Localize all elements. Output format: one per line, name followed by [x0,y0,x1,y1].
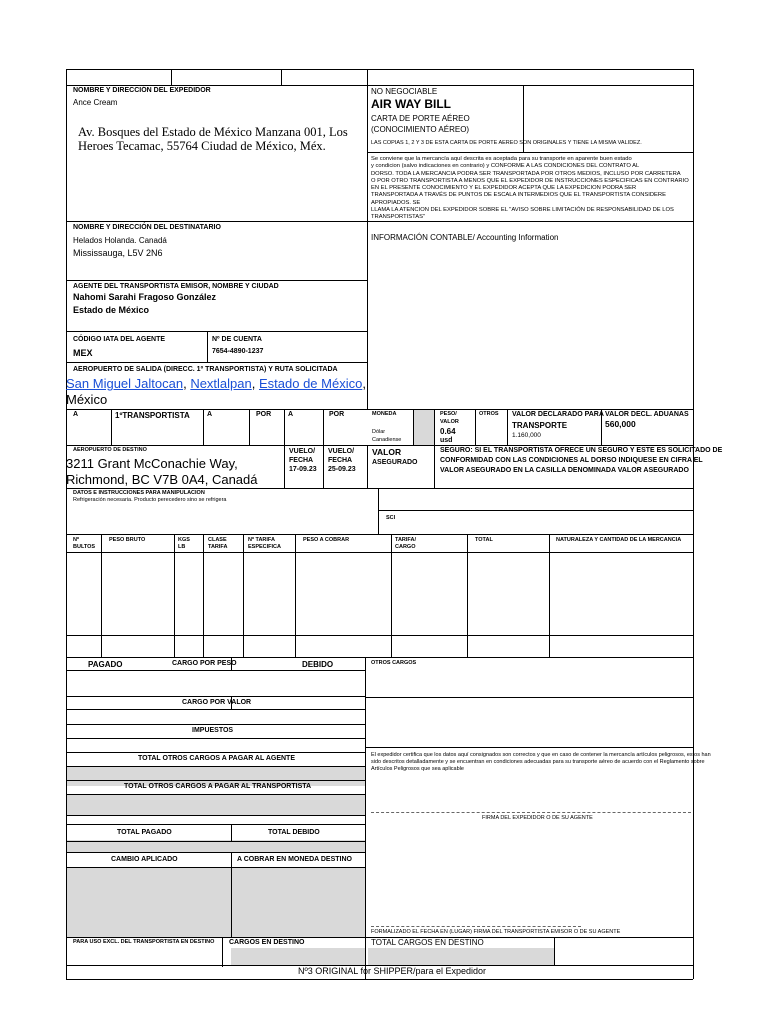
peso-value: 0.64 [440,427,456,436]
destination-line-2: Richmond, BC V7B 0A4, Canadá [66,472,258,487]
moneda-value-2: Canadiense [372,437,402,443]
agent-city: Estado de México [73,305,150,315]
shipper-name: Ance Cream [73,98,118,107]
cargo-por-peso-label: CARGO POR PESO [172,660,237,667]
conditions-text [371,156,689,222]
certification-text-2: sido descritos detalladamente y se encuentran en condiciones adecuadas para su transporte aéreo de acuerdo con el Reglamento sobre [371,759,705,765]
total-cargos-destino-shade [368,948,554,965]
certification-text-3: Artículos Peligrosos que sea aplicable [371,766,464,772]
vuelo1-value: 17-09.23 [289,466,317,473]
cargo-por-valor-label: CARGO POR VALOR [182,699,252,706]
routing-por2: POR [329,411,345,418]
otros-label: OTROS [479,411,499,417]
consignee-address: Mississauga, L5V 2N6 [73,248,163,258]
total-otros-transportista-label: TOTAL OTROS CARGOS A PAGAR AL TRANSPORTISTA [124,783,312,790]
cargos-destino-shade [231,948,365,965]
total-otros-transportista-shade [66,794,365,815]
iata-value: MEX [73,348,93,358]
peso-label-2: VALOR [440,419,459,425]
awb-title: AIR WAY BILL [371,97,452,111]
destination-line-1: 3211 Grant McConachie Way, [66,456,238,471]
departure-sep-2: , [251,376,259,391]
no-negociable: NO NEGOCIABLE [371,87,438,96]
vuelo2-label-1: VUELO/ [328,448,355,455]
vuelo1-label-1: VUELO/ [289,448,316,455]
col-kgs-2: LB [178,544,186,550]
accounting-label: INFORMACIÓN CONTABLE/ Accounting Information [371,233,559,242]
col-kgs-1: KGS [178,537,190,543]
sci-label: SCI [386,515,396,521]
handling-label: DATOS E INSTRUCCIONES PARA MANIPULACION [73,490,205,496]
condition-line: O POR OTRO TRANSPORTISTA A MENOS QUE EL EXPEDIDOR DE INSTRUCCIONES ESPECIFICAS EN CONTRARIO [371,177,689,184]
seguro-text-1: SEGURO: SI EL TRANSPORTISTA OFRECE UN SEGURO Y ESTE ES SOLICITADO DE [440,447,723,454]
total-pagado-label: TOTAL PAGADO [117,829,172,836]
valor-transporte-value: 1.160,000 [512,432,541,439]
col-bultos-1: Nº [73,537,79,543]
col-tarifa-2: ESPECIFICA [248,544,282,550]
routing-a3: A [288,411,294,418]
consignee-label: NOMBRE Y DIRECCIÓN DEL DESTINATARIO [73,224,221,231]
peso-label-1: PESO/ [440,411,457,417]
cambio-aplicado-label: CAMBIO APLICADO [111,856,178,863]
departure-sep-1: , [183,376,191,391]
moneda-value-1: Dólar [372,429,386,435]
routing-a1: A [73,411,79,418]
uso-excl-label: PARA USO EXCL. DEL TRANSPORTISTA EN DESTINO [73,939,215,945]
peso-valor-shade [413,409,434,446]
total-cargos-destino-label: TOTAL CARGOS EN DESTINO [371,938,484,947]
condition-line: APROPIADOS. SE [371,199,421,206]
moneda-label: MONEDA [372,411,397,417]
debido-label: DEBIDO [302,660,334,669]
peso-unit: usd [440,437,453,444]
departure-link-2[interactable]: Nextlalpan [190,376,252,391]
firma-expedidor-label: FIRMA DEL EXPEDIDOR O DE SU AGENTE [482,815,593,821]
shipper-address-line1: Av. Bosques del Estado de México Manzana 001, Los [78,125,348,139]
cargos-destino-label: CARGOS EN DESTINO [229,939,305,946]
formalizado-label: FORMALIZADO EL FECHA EN (LUGAR) FIRMA DEL TRANSPORTISTA EMISOR O DE SU AGENTE [371,929,621,935]
account-label: Nº DE CUENTA [212,336,262,343]
departure-route [66,377,366,392]
routing-a2: A [207,411,213,418]
condition-line: Se conviene que la mercancía aquí descrita es aceptada para su transporte en aparente buen estado [371,156,632,162]
footer-text: Nº3 ORIGINAL for SHIPPER/para el Expedidor [298,966,487,976]
total-debido-label: TOTAL DEBIDO [268,829,320,836]
vuelo2-value: 25-09.23 [328,466,356,473]
vuelo1-label-2: FECHA [289,457,314,464]
awb-subtitle1: CARTA DE PORTE AÉREO [371,114,470,123]
col-clase-2: TARIFA [208,544,228,550]
consignee-name: Helados Holanda. Canadá [73,236,167,245]
condition-line: LLAMA LA ATENCION DEL EXPEDIDOR SOBRE EL "AVISO SOBRE LIMITACIÓN DE RESPONSABILIDAD DE LOS TRANSPORTISTAS" [371,207,674,221]
awb-subtitle2: (CONOCIMIENTO AÉREO) [371,125,470,134]
routing-por1: POR [256,411,272,418]
valor-aduanas-value: 560,000 [605,419,636,429]
impuestos-label: IMPUESTOS [192,727,234,734]
shipper-address-line2: Heroes Tecamac, 55764 Ciudad de México, Méx. [78,139,326,153]
iata-label: CÓDIGO IATA DEL AGENTE [73,336,166,343]
valor-asegurado-label-1: VALOR [372,447,402,457]
vuelo2-label-2: FECHA [328,457,353,464]
col-tarifa-cargo-2: CARGO [395,544,416,550]
copies-note: LAS COPIAS 1, 2 Y 3 DE ESTA CARTA DE PORTE AEREO SON ORIGINALES Y TIENE LA MISMA VALIDEZ. [371,140,642,146]
pagado-label: PAGADO [88,660,123,669]
condition-line: DORSO. TODA LA MERCANCIA PODRA SER TRANSPORTADA POR OTROS MEDIOS, INCLUSO POR CARRETERA [371,170,681,177]
col-peso-cobrar: PESO A COBRAR [303,537,350,543]
valor-asegurado-label-2: ASEGURADO [372,459,418,466]
condition-line: EN EL PRESENTE CONOCIMIENTO Y EL EXPEDIDOR ACEPTA QUE LA EXPEDICION PODRA SER [371,185,637,192]
handling-value: Refrigeración necesaria. Producto perecedero sino se refrigera [73,497,227,503]
cambio-shade [66,867,365,937]
col-tarifa-cargo-1: TARIFA/ [395,537,416,543]
departure-sep-3: , [362,376,366,391]
agent-name: Nahomi Sarahi Fragoso González [73,292,217,302]
seguro-text-2: CONFORMIDAD CON LAS CONDICIONES AL DORSO INDIQUESE EN CIFRA EL [440,457,703,464]
destination-label: AEROPUERTO DE DESTINO [73,447,147,453]
departure-link-3[interactable]: Estado de México [258,376,363,391]
shipper-label: NOMBRE Y DIRECCIÓN DEL EXPEDIDOR [73,87,211,94]
first-carrier-label: 1ºTRANSPORTISTA [115,411,190,420]
valor-transporte-label-2: TRANSPORTE [512,421,568,430]
departure-label: AEROPUERTO DE SALIDA (DIRECC. 1º TRANSPORTISTA) Y RUTA SOLICITADA [73,366,338,373]
col-naturaleza: NATURALEZA Y CANTIDAD DE LA MERCANCIA [556,537,682,543]
condition-line: TRANSPORTADA A TRAVÉS DE PUNTOS DE ESCALA INTERMEDIOS QUE EL TRANSPORTISTA CONSIDERE [371,192,666,199]
valor-transporte-label-1: VALOR DECLARADO PARA [512,411,604,418]
seguro-text-3: VALOR ASEGURADO EN LA CASILLA DENOMINADA VALOR ASEGURADO [440,467,689,474]
col-total: TOTAL [475,537,493,543]
condition-line: y condicion (salvo indicaciones en contrario) y CONFORME A LAS CONDICIONES DEL CONTRATO AL [371,163,640,170]
agent-label: AGENTE DEL TRANSPORTISTA EMISOR, NOMBRE Y CIUDAD [73,283,279,290]
cobrar-moneda-label: A COBRAR EN MONEDA DESTINO [237,856,352,863]
col-bultos-2: BULTOS [73,544,96,550]
col-clase-1: CLASE [208,537,227,543]
otros-cargos-label: OTROS CARGOS [371,660,417,666]
certification-text-1: El expedidor certifica que los datos aquí consignados son correctos y que en caso de contener la mercancía artículos peligrosos, estos han [371,752,711,758]
account-value: 7654-4890-1237 [212,348,264,355]
total-otros-agente-label: TOTAL OTROS CARGOS A PAGAR AL AGENTE [138,755,295,762]
col-peso-bruto: PESO BRUTO [109,537,146,543]
col-tarifa-1: Nº TARIFA [248,537,275,543]
departure-link-1[interactable]: San Miguel Jaltocan [66,376,184,391]
valor-aduanas-label: VALOR DECL. ADUANAS [605,411,689,418]
departure-country: México [66,392,108,407]
